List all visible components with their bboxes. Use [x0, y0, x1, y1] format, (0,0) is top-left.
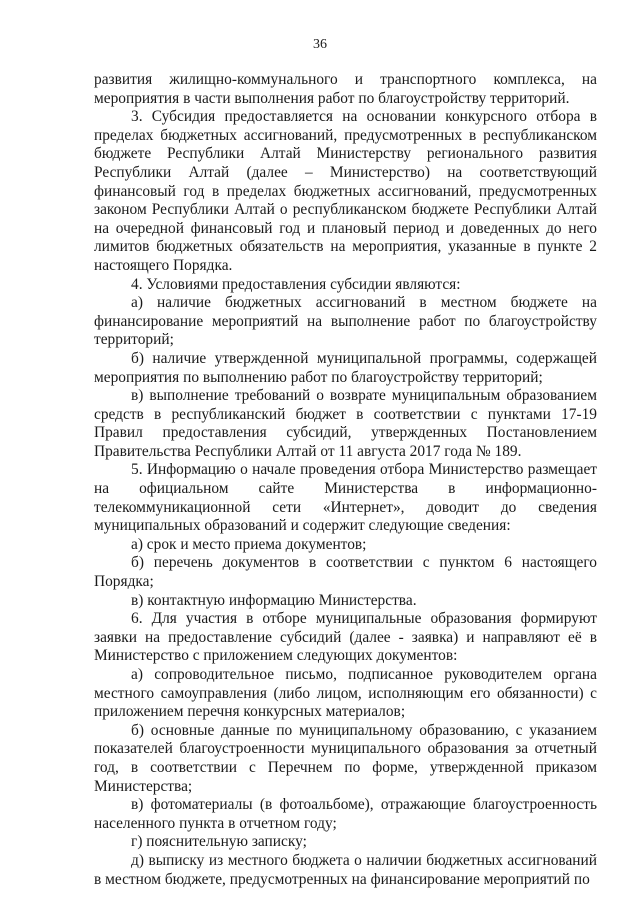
document-body — [94, 71, 597, 889]
paragraph: 3. Субсидия предоставляется на основании конкурсного отбора в пределах бюджетных ассигнований, предусмотренных в республиканском бюджете Республики Алтай Министерству регионального развития Республики Алтай (далее – Министерство) на соответствующий финансовый год в пределах бюджетных ассигнований, предусмотренных законом Республики Алтай о республиканском бюджете Республики Алтай на очередной финансовый год и плановый период и доведенных до него лимитов бюджетных обязательств на мероприятия, указанные в пункте 2 настоящего Порядка. — [94, 108, 597, 274]
paragraph: б) наличие утвержденной муниципальной программы, содержащей мероприятия по выполнению работ по благоустройству территорий; — [94, 349, 597, 386]
paragraph: развития жилищно-коммунального и транспортного комплекса, на мероприятия в части выполнения работ по благоустройству территорий. — [94, 71, 597, 107]
paragraph: а) наличие бюджетных ассигнований в местном бюджете на финансирование мероприятий на выполнение работ по благоустройству территорий; — [94, 294, 597, 349]
page-number: 36 — [313, 37, 327, 52]
paragraph: в) фотоматериалы (в фотоальбоме), отражающие благоустроенность населенного пункта в отчетном году; — [94, 796, 597, 832]
paragraph: 5. Информацию о начале проведения отбора Министерство размещает на официальном сайте Министерства в информационно-телекоммуникационной сети «Интернет», доводит до сведения муниципальных образований и содержит следующие сведения: — [94, 461, 597, 535]
paragraph: 6. Для участия в отборе муниципальные образования формируют заявки на предоставление субсидий (далее - заявка) и направляют её в Министерство с приложением следующих документов: — [94, 610, 597, 665]
paragraph: б) перечень документов в соответствии с пунктом 6 настоящего Порядка; — [94, 554, 597, 591]
paragraph: д) выписку из местного бюджета о наличии бюджетных ассигнований в местном бюджете, предусмотренных на финансирование мероприятий по — [94, 851, 597, 888]
paragraph: б) основные данные по муниципальному образованию, с указанием показателей благоустроенности муниципального образования за отчетный год, в соответствии с Перечнем по форме, утвержденной приказом Министерства; — [94, 721, 597, 795]
paragraph: 4. Условиями предоставления субсидии являются: — [131, 275, 461, 293]
paragraph: а) сопроводительное письмо, подписанное руководителем органа местного самоуправления (либо лицом, исполняющим его обязанности) с приложением перечня конкурсных материалов; — [94, 666, 597, 721]
paragraph: в) выполнение требований о возврате муниципальным образованием средств в республиканский бюджет в соответствии с пунктами 17-19 Правил предоставления субсидий, утвержденных Постановлением Правительства Республики Алтай от 11 августа 2017 года № 189. — [94, 387, 597, 460]
paragraph: в) контактную информацию Министерства. — [131, 591, 417, 609]
paragraph: а) срок и место приема документов; — [131, 535, 367, 553]
paragraph: г) пояснительную записку; — [131, 833, 307, 851]
